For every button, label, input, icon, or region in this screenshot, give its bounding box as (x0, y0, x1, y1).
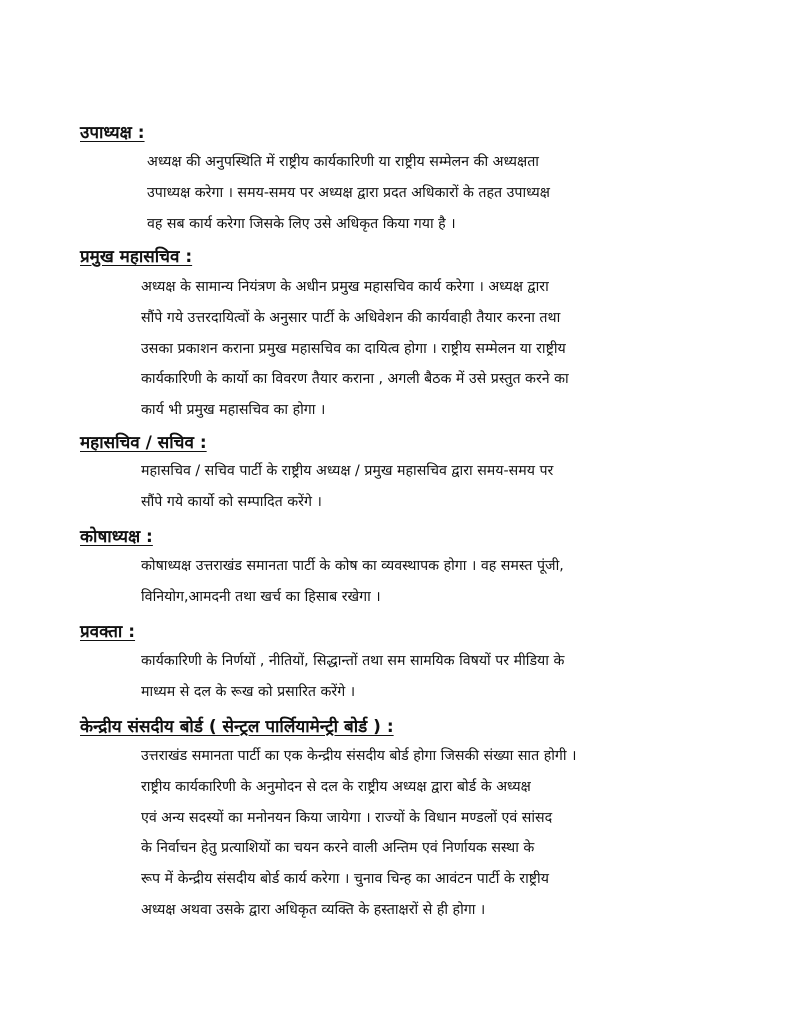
section-heading-spokesperson: प्रवक्ता : (80, 622, 136, 642)
paragraph-line: माध्यम से दल के रूख को प्रसारित करेंगे । (141, 683, 356, 700)
paragraph-line: के निर्वाचन हेतु प्रत्याशियों का चयन करने वाली अन्तिम एवं निर्णायक सस्था के (141, 840, 535, 857)
section-body-general-secretary (141, 456, 553, 518)
paragraph-line: कार्यकारिणी के निर्णयों , नीतियों, सिद्धान्तों तथा सम सामयिक विषयों पर मीडिया के (141, 653, 565, 669)
paragraph-line: एवं अन्य सदस्यों का मनोनयन किया जायेगा । राज्यों के विधान मण्डलों एवं सांसद (141, 809, 553, 826)
paragraph-line: सौंपे गये कार्यो को सम्पादित करेंगे । (141, 493, 322, 510)
paragraph-line: कार्यकारिणी के कार्यो का विवरण तैयार कराना , अगली बैठक में उसे प्रस्तुत करने का (141, 371, 569, 388)
paragraph-line: अध्यक्ष अथवा उसके द्वारा अधिकृत व्यक्ति के हस्ताक्षरों से ही होगा । (141, 901, 486, 918)
paragraph-line: रूप में केन्द्रीय संसदीय बोर्ड कार्य करेगा । चुनाव चिन्ह का आवंटन पार्टी के राष्ट्रीय (141, 871, 549, 888)
paragraph-line: उसका प्रकाशन कराना प्रमुख महासचिव का दायित्व होगा । राष्ट्रीय सम्मेलन या राष्ट्रीय (141, 340, 566, 357)
paragraph-line: सौंपे गये उत्तरदायित्वों के अनुसार पार्टी के अधिवेशन की कार्यवाही तैयार करना तथा (141, 309, 561, 326)
section-body-treasurer (141, 551, 564, 613)
paragraph-line: अध्यक्ष के सामान्य नियंत्रण के अधीन प्रमुख महासचिव कार्य करेगा । अध्यक्ष द्वारा (141, 279, 549, 295)
paragraph-line: महासचिव / सचिव पार्टी के राष्ट्रीय अध्यक्ष / प्रमुख महासचिव द्वारा समय-समय पर (141, 463, 554, 479)
paragraph-line: राष्ट्रीय कार्यकारिणी के अनुमोदन से दल के राष्ट्रीय अध्यक्ष द्वारा बोर्ड के अध्यक्ष (141, 778, 531, 795)
paragraph-line: अध्यक्ष की अनुपस्थिति में राष्ट्रीय कार्यकारिणी या राष्ट्रीय सम्मेलन की अध्यक्षता (147, 154, 539, 170)
section-body-central-parliamentary-board (141, 741, 576, 926)
section-heading-central-parliamentary-board: केन्द्रीय संसदीय बोर्ड ( सेन्ट्रल पार्लियामेन्ट्री बोर्ड ) : (80, 717, 394, 737)
section-heading-chief-general-secretary: प्रमुख महासचिव : (80, 247, 193, 267)
paragraph-line: विनियोग,आमदनी तथा खर्च का हिसाब रखेगा । (141, 588, 381, 605)
paragraph-line: उत्तराखंड समानता पार्टी का एक केन्द्रीय संसदीय बोर्ड होगा जिसकी संख्या सात होगी । (141, 748, 577, 764)
section-body-chief-general-secretary (141, 272, 569, 426)
paragraph-line: उपाध्यक्ष करेगा । समय-समय पर अध्यक्ष द्वारा प्रदत अधिकारों के तहत उपाध्यक्ष (147, 184, 550, 201)
section-heading-general-secretary: महासचिव / सचिव : (80, 433, 207, 453)
section-body-spokesperson (141, 646, 564, 708)
paragraph-line: वह सब कार्य करेगा जिसके लिए उसे अधिकृत किया गया है । (147, 215, 456, 232)
section-heading-treasurer: कोषाध्यक्ष : (80, 527, 153, 547)
section-heading-vice-president: उपाध्यक्ष : (80, 123, 145, 143)
paragraph-line: कार्य भी प्रमुख महासचिव का होगा । (141, 402, 326, 419)
section-body-vice-president (147, 147, 550, 239)
paragraph-line: कोषाध्यक्ष उत्तराखंड समानता पार्टी के कोष का व्यवस्थापक होगा । वह समस्त पूंजी, (141, 558, 564, 574)
